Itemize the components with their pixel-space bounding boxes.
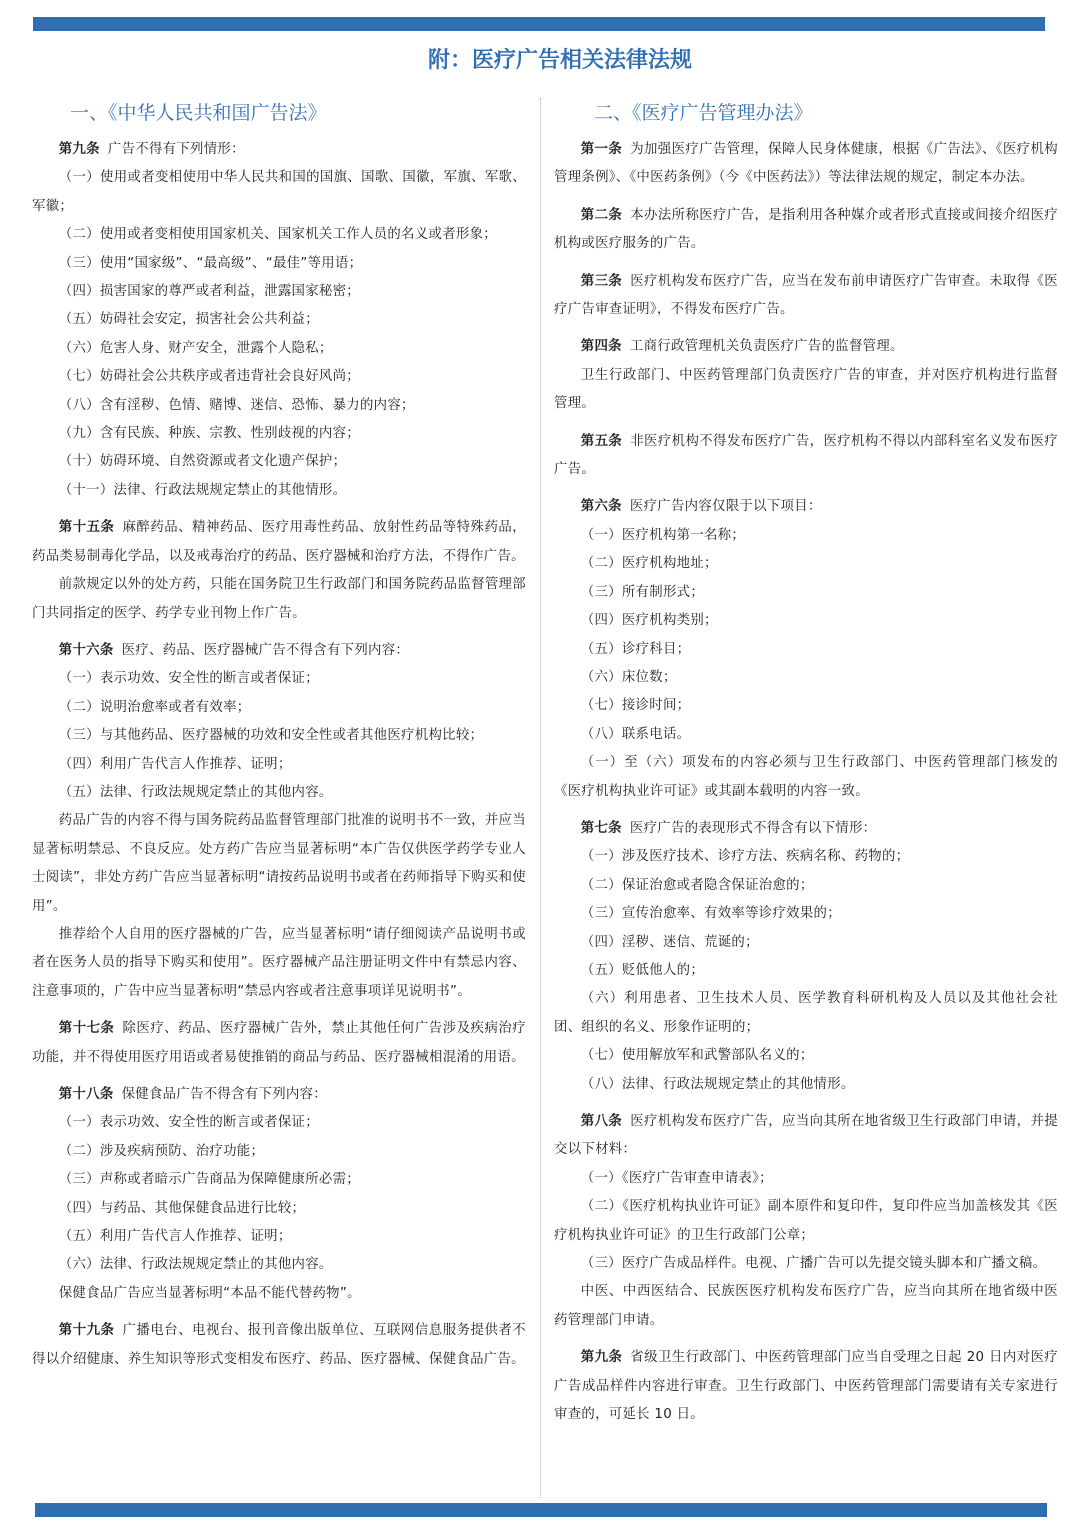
- article-number: 第十七条: [58, 1021, 115, 1037]
- article-paragraph: [32, 1317, 526, 1374]
- paragraph-text: （八）法律、行政法规规定禁止的其他情形。: [580, 1076, 855, 1092]
- article-paragraph: [554, 136, 1058, 193]
- article-paragraph: [32, 1280, 526, 1308]
- paragraph-text: （六）法律、行政法规规定禁止的其他内容。: [58, 1257, 333, 1273]
- article: [32, 136, 526, 505]
- article: [554, 428, 1058, 485]
- article-paragraph: [554, 579, 1058, 607]
- article-number: 第一条: [580, 142, 623, 157]
- article-paragraph: [32, 1166, 526, 1194]
- paragraph-text: （五）贬低他人的；: [580, 962, 705, 978]
- paragraph-text: 麻醉药品、精神药品、医疗用毒性药品、放射性药品等特殊药品，药品类易制毒化学品，以及戒毒治疗的药品、医疗器械和治疗方法，不得作广告。: [32, 520, 526, 564]
- article-paragraph: [554, 362, 1058, 419]
- paragraph-text: 药品广告的内容不得与国务院药品监督管理部门批准的说明书不一致，并应当显著标明禁忌、不良反应。处方药广告应当显著标明“本广告仅供医学药学专业人士阅读”，非处方药广告应当显著标明“请按药品说明书或者在药师指导下购买和使用”。: [32, 813, 526, 914]
- article-paragraph: [32, 779, 526, 807]
- article-paragraph: [554, 202, 1058, 259]
- article-number: 第十八条: [58, 1087, 114, 1102]
- paragraph-text: （九）含有民族、种族、宗教、性别歧视的内容；: [58, 426, 360, 442]
- paragraph-text: 医疗机构发布医疗广告，应当在发布前申请医疗广告审查。未取得《医疗广告审查证明》，不得发布医疗广告。: [554, 273, 1058, 318]
- article-paragraph: [554, 664, 1058, 692]
- article-paragraph: [554, 1278, 1058, 1335]
- article-paragraph: [554, 522, 1058, 550]
- article-paragraph: [554, 957, 1058, 985]
- paragraph-text: （二）说明治愈率或者有效率；: [58, 699, 251, 715]
- article: [554, 268, 1058, 325]
- article-paragraph: [554, 872, 1058, 900]
- paragraph-text: （二）涉及疾病预防、治疗功能；: [58, 1143, 265, 1159]
- article-paragraph: [554, 1071, 1058, 1099]
- paragraph-text: （六）利用患者、卫生技术人员、医学教育科研机构及人员以及其他社会社团、组织的名义、形象作证明的；: [554, 991, 1058, 1035]
- paragraph-text: （六）床位数；: [580, 669, 677, 685]
- paragraph-text: （四）淫秽、迷信、荒诞的；: [580, 934, 759, 950]
- paragraph-text: （八）含有淫秽、色情、赌博、迷信、恐怖、暴力的内容；: [58, 397, 415, 413]
- article-paragraph: [32, 477, 526, 505]
- article-number: 第四条: [580, 339, 622, 355]
- article-paragraph: [554, 815, 1058, 843]
- section-heading-advertising-law: 一、《中华人民共和国广告法》: [70, 102, 327, 124]
- paragraph-text: （三）所有制形式；: [580, 584, 705, 600]
- article-number: 第十九条: [58, 1323, 115, 1339]
- article-paragraph: [32, 1223, 526, 1251]
- paragraph-text: 除医疗、药品、医疗器械广告外，禁止其他任何广告涉及疾病治疗功能，并不得使用医疗用语或者易使推销的商品与药品、医疗器械相混淆的用语。: [32, 1021, 526, 1065]
- article: [554, 202, 1058, 259]
- paragraph-text: （七）妨碍社会公共秩序或者违背社会良好风尚；: [58, 369, 360, 385]
- article-paragraph: [554, 721, 1058, 749]
- article: [554, 1344, 1058, 1429]
- right-column: [554, 96, 1058, 1438]
- article: [32, 1317, 526, 1374]
- article-paragraph: [554, 1344, 1058, 1429]
- article-paragraph: [32, 1138, 526, 1166]
- paragraph-text: （三）使用“国家级”、“最高级”、“最佳”等用语；: [58, 255, 363, 271]
- article-paragraph: [554, 749, 1058, 806]
- article-number: 第八条: [580, 1114, 623, 1129]
- paragraph-text: （六）危害人身、财产安全，泄露个人隐私；: [58, 340, 333, 356]
- article-paragraph: [554, 428, 1058, 485]
- article: [554, 136, 1058, 193]
- article-paragraph: [32, 363, 526, 391]
- paragraph-text: （五）利用广告代言人作推荐、证明；: [58, 1229, 292, 1245]
- article: [32, 637, 526, 1006]
- paragraph-text: （一）使用或者变相使用中华人民共和国的国旗、国歌、国徽，军旗、军歌、军徽；: [32, 170, 526, 214]
- bottom-accent-bar: [35, 1503, 1047, 1517]
- paragraph-text: （一）涉及医疗技术、诊疗方法、疾病名称、药物的；: [580, 849, 910, 865]
- paragraph-text: （二）保证治愈或者隐含保证治愈的；: [580, 877, 814, 893]
- paragraph-text: （四）损害国家的尊严或者利益，泄露国家秘密；: [58, 284, 360, 300]
- article: [554, 1108, 1058, 1335]
- article-paragraph: [554, 1193, 1058, 1250]
- article-paragraph: [32, 722, 526, 750]
- article: [554, 815, 1058, 1099]
- article-paragraph: [554, 1165, 1058, 1193]
- paragraph-text: 本办法所称医疗广告，是指利用各种媒介或者形式直接或间接介绍医疗机构或医疗服务的广告。: [554, 207, 1058, 252]
- article: [32, 514, 526, 628]
- article-paragraph: [32, 448, 526, 476]
- article-paragraph: [554, 550, 1058, 578]
- paragraph-text: （一）表示功效、安全性的断言或者保证；: [58, 1115, 319, 1131]
- paragraph-text: （八）联系电话。: [580, 726, 691, 742]
- paragraph-text: （四）医疗机构类别；: [580, 613, 718, 629]
- top-accent-bar: [33, 17, 1045, 31]
- paragraph-text: （三）声称或者暗示广告商品为保障健康所必需；: [58, 1172, 360, 1188]
- article-paragraph: [32, 335, 526, 363]
- page-title: 附：医疗广告相关法律法规: [427, 48, 692, 73]
- paragraph-text: （一）表示功效、安全性的断言或者保证；: [58, 671, 319, 687]
- article-paragraph: [32, 392, 526, 420]
- article-paragraph: [32, 1015, 526, 1072]
- left-column: [32, 96, 526, 1383]
- article-paragraph: [32, 136, 526, 164]
- article-paragraph: [32, 807, 526, 921]
- paragraph-text: 为加强医疗广告管理，保障人民身体健康，根据《广告法》、《医疗机构管理条例》、《中医药条例》（今《中医药法》）等法律法规的规定，制定本办法。: [554, 142, 1058, 186]
- article-number: 第九条: [580, 1350, 623, 1366]
- paragraph-text: 保健食品广告应当显著标明“本品不能代替药物”。: [58, 1285, 361, 1301]
- paragraph-text: 保健食品广告不得含有下列内容：: [121, 1087, 327, 1102]
- article-paragraph: [32, 420, 526, 448]
- article-number: 第十五条: [58, 520, 115, 536]
- article-list: [554, 136, 1058, 1429]
- paragraph-text: 医疗机构发布医疗广告，应当向其所在地省级卫生行政部门申请，并提交以下材料：: [554, 1114, 1058, 1158]
- article-list: [32, 136, 526, 1374]
- paragraph-text: （一）医疗机构第一名称；: [580, 527, 746, 543]
- article-paragraph: [554, 636, 1058, 664]
- paragraph-text: （十一）法律、行政法规规定禁止的其他情形。: [58, 482, 347, 498]
- article-number: 第十六条: [58, 642, 114, 658]
- article: [554, 333, 1058, 418]
- article-paragraph: [32, 637, 526, 665]
- article-number: 第七条: [580, 820, 622, 836]
- paragraph-text: 省级卫生行政部门、中医药管理部门应当自受理之日起 20 日内对医疗广告成品样件内容进行审查。卫生行政部门、中医药管理部门需要请有关专家进行审查的，可延长 10 日。: [554, 1350, 1058, 1423]
- article-paragraph: [32, 278, 526, 306]
- paragraph-text: 医疗、药品、医疗器械广告不得含有下列内容：: [121, 642, 410, 658]
- paragraph-text: （四）与药品、其他保健食品进行比较；: [58, 1200, 306, 1216]
- article-paragraph: [554, 929, 1058, 957]
- article-paragraph: [32, 751, 526, 779]
- article-paragraph: [32, 1081, 526, 1109]
- paragraph-text: 医疗广告内容仅限于以下项目：: [629, 499, 822, 515]
- paragraph-text: （五）妨碍社会安定，损害社会公共利益；: [58, 312, 319, 328]
- paragraph-text: 中医、中西医结合、民族医医疗机构发布医疗广告，应当向其所在地省级中医药管理部门申请。: [554, 1284, 1058, 1328]
- article-paragraph: [554, 607, 1058, 635]
- article: [554, 493, 1058, 805]
- article-paragraph: [554, 843, 1058, 871]
- section-heading-medical-ad-measures: 二、《医疗广告管理办法》: [594, 102, 813, 124]
- article-paragraph: [554, 333, 1058, 361]
- paragraph-text: 推荐给个人自用的医疗器械的广告，应当显著标明“请仔细阅读产品说明书或者在医务人员的指导下购买和使用”。医疗器械产品注册证明文件中有禁忌内容、注意事项的，广告中应当显著标明“禁忌内容或者注意事项详见说明书”。: [32, 926, 526, 999]
- article-paragraph: [554, 493, 1058, 521]
- article-paragraph: [32, 921, 526, 1006]
- article-paragraph: [32, 665, 526, 693]
- article-number: 第五条: [580, 433, 623, 449]
- article-paragraph: [32, 1195, 526, 1223]
- paragraph-text: 卫生行政部门、中医药管理部门负责医疗广告的审查，并对医疗机构进行监督管理。: [554, 367, 1058, 412]
- paragraph-text: （一）至（六）项发布的内容必须与卫生行政部门、中医药管理部门核发的《医疗机构执业许可证》或其副本载明的内容一致。: [554, 755, 1058, 799]
- paragraph-text: （二）使用或者变相使用国家机关、国家机关工作人员的名义或者形象；: [58, 227, 497, 243]
- paragraph-text: 前款规定以外的处方药，只能在国务院卫生行政部门和国务院药品监督管理部门共同指定的医学、药学专业刊物上作广告。: [32, 577, 526, 621]
- paragraph-text: （十）妨碍环境、自然资源或者文化遗产保护；: [58, 454, 347, 470]
- paragraph-text: （三）宣传治愈率、有效率等诊疗效果的；: [580, 906, 841, 922]
- article-paragraph: [32, 250, 526, 278]
- paragraph-text: （二）《医疗机构执业许可证》副本原件和复印件，复印件应当加盖核发其《医疗机构执业许可证》的卫生行政部门公章；: [554, 1199, 1058, 1243]
- article-number: 第三条: [580, 273, 623, 289]
- paragraph-text: （四）利用广告代言人作推荐、证明；: [58, 756, 292, 772]
- paragraph-text: （三）与其他药品、医疗器械的功效和安全性或者其他医疗机构比较；: [58, 728, 484, 744]
- article: [32, 1081, 526, 1308]
- article-number: 第六条: [580, 499, 622, 515]
- paragraph-text: （三）医疗广告成品样件。电视、广播广告可以先提交镜头脚本和广播文稿。: [580, 1256, 1047, 1272]
- article-paragraph: [32, 571, 526, 628]
- article-number: 第二条: [580, 207, 623, 223]
- article-paragraph: [554, 900, 1058, 928]
- article-paragraph: [554, 985, 1058, 1042]
- article-paragraph: [32, 514, 526, 571]
- paragraph-text: 非医疗机构不得发布医疗广告，医疗机构不得以内部科室名义发布医疗广告。: [554, 433, 1058, 478]
- article-paragraph: [554, 692, 1058, 720]
- paragraph-text: （七）使用解放军和武警部队名义的；: [580, 1048, 814, 1064]
- paragraph-text: 医疗广告的表现形式不得含有以下情形：: [629, 820, 877, 836]
- article: [32, 1015, 526, 1072]
- article-paragraph: [554, 1250, 1058, 1278]
- article-paragraph: [32, 221, 526, 249]
- paragraph-text: （五）法律、行政法规规定禁止的其他内容。: [58, 784, 333, 800]
- article-paragraph: [554, 268, 1058, 325]
- article-paragraph: [32, 1109, 526, 1137]
- article-paragraph: [32, 1251, 526, 1279]
- paragraph-text: 广播电台、电视台、报刊音像出版单位、互联网信息服务提供者不得以介绍健康、养生知识等形式变相发布医疗、药品、医疗器械、保健食品广告。: [32, 1323, 526, 1367]
- paragraph-text: （五）诊疗科目；: [580, 641, 691, 657]
- column-divider: [540, 98, 541, 1498]
- paragraph-text: （七）接诊时间；: [580, 698, 691, 714]
- paragraph-text: 工商行政管理机关负责医疗广告的监督管理。: [629, 339, 904, 355]
- article-paragraph: [32, 306, 526, 334]
- paragraph-text: （一）《医疗广告审查申请表》；: [580, 1170, 773, 1186]
- article-paragraph: [554, 1108, 1058, 1165]
- article-number: 第九条: [58, 142, 100, 157]
- article-paragraph: [32, 694, 526, 722]
- article-paragraph: [32, 164, 526, 221]
- paragraph-text: （二）医疗机构地址；: [580, 556, 718, 572]
- paragraph-text: 广告不得有下列情形：: [107, 142, 245, 157]
- article-paragraph: [554, 1042, 1058, 1070]
